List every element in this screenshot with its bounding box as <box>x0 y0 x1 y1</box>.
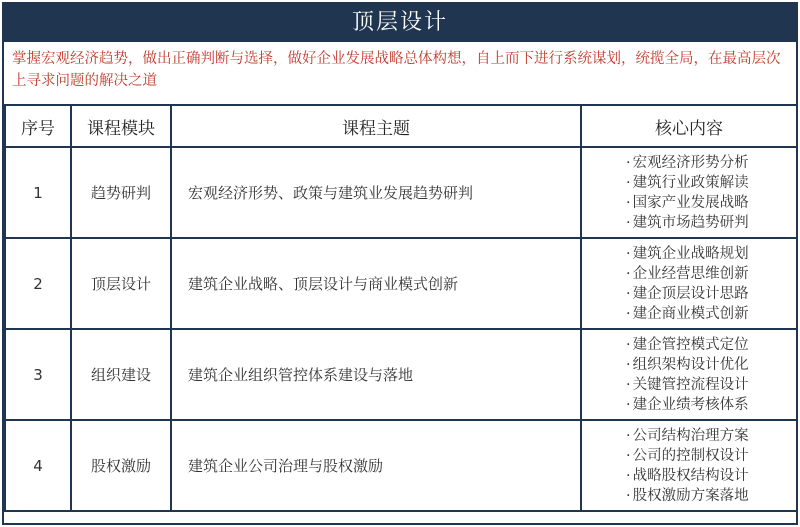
row-points <box>581 147 797 238</box>
point-item: · 建企业绩考核体系 <box>626 395 796 415</box>
point-item: · 建筑企业战略规划 <box>626 244 796 264</box>
row-number: 1 <box>5 147 71 238</box>
point-item: · 宏观经济形势分析 <box>626 153 796 173</box>
row-number: 3 <box>5 329 71 420</box>
table-row <box>5 238 797 329</box>
row-module: 趋势研判 <box>71 147 171 238</box>
point-item: · 建筑行业政策解读 <box>626 173 796 193</box>
row-theme: 建筑企业战略、顶层设计与商业模式创新 <box>171 238 581 329</box>
row-theme: 建筑企业公司治理与股权激励 <box>171 420 581 511</box>
row-points <box>581 329 797 420</box>
point-item: · 国家产业发展战略 <box>626 193 796 213</box>
course-document <box>2 2 798 525</box>
point-item: · 战略股权结构设计 <box>626 466 796 486</box>
point-item: · 建企顶层设计思路 <box>626 284 796 304</box>
course-table <box>4 104 798 512</box>
row-number: 4 <box>5 420 71 511</box>
point-item: · 建企商业模式创新 <box>626 304 796 324</box>
point-item: · 公司结构治理方案 <box>626 426 796 446</box>
row-module: 顶层设计 <box>71 238 171 329</box>
point-item: · 公司的控制权设计 <box>626 446 796 466</box>
table-row <box>5 147 797 238</box>
point-item: · 企业经营思维创新 <box>626 264 796 284</box>
intro-text: 掌握宏观经济趋势，做出正确判断与选择，做好企业发展战略总体构想，自上而下进行系统谋划，统揽全局，在最高层次上寻求问题的解决之道 <box>12 51 781 89</box>
point-item: · 组织架构设计优化 <box>626 355 796 375</box>
point-item: · 建企管控模式定位 <box>626 335 796 355</box>
point-item: · 建筑市场趋势研判 <box>626 213 796 233</box>
row-number: 2 <box>5 238 71 329</box>
column-header-points: 核心内容 <box>581 105 797 147</box>
row-theme: 建筑企业组织管控体系建设与落地 <box>171 329 581 420</box>
point-item: · 股权激励方案落地 <box>626 486 796 506</box>
table-header-row <box>5 105 797 147</box>
column-header-no: 序号 <box>5 105 71 147</box>
row-module: 股权激励 <box>71 420 171 511</box>
row-module: 组织建设 <box>71 329 171 420</box>
page-title: 顶层设计 <box>4 4 796 42</box>
table-row <box>5 420 797 511</box>
row-points <box>581 420 797 511</box>
column-header-theme: 课程主题 <box>171 105 581 147</box>
table-row <box>5 329 797 420</box>
row-points <box>581 238 797 329</box>
column-header-module: 课程模块 <box>71 105 171 147</box>
point-item: · 关键管控流程设计 <box>626 375 796 395</box>
row-theme: 宏观经济形势、政策与建筑业发展趋势研判 <box>171 147 581 238</box>
